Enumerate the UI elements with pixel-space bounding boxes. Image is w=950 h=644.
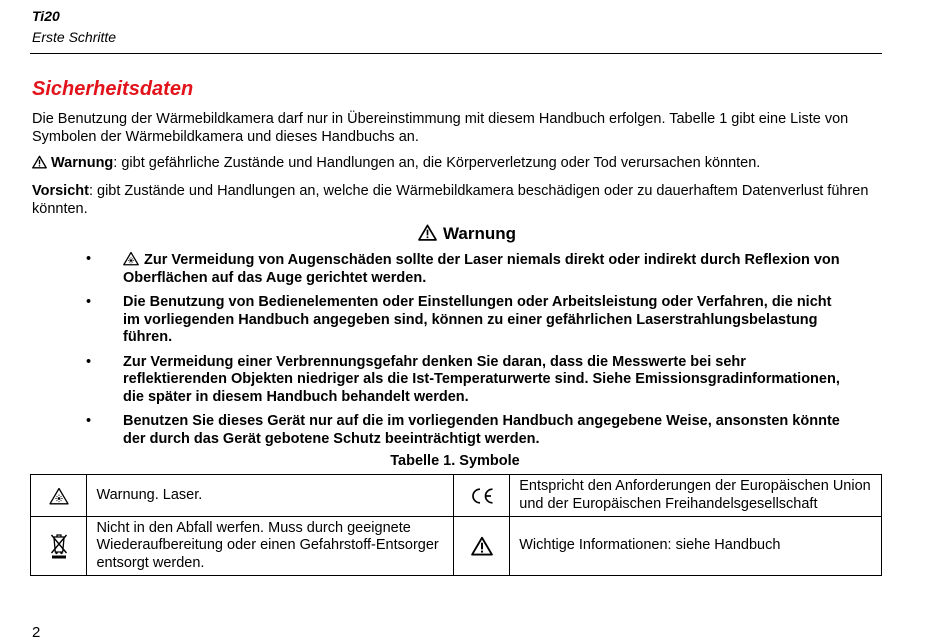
bullet-dot: • bbox=[86, 413, 92, 429]
warning-triangle-icon bbox=[418, 224, 437, 241]
list-item bbox=[86, 294, 846, 347]
list-item-text: Zur Vermeidung von Augenschäden sollte der Laser niemals direkt oder indirekt durch Reflexion von Oberflächen auf das Auge gerichtet werden. bbox=[123, 252, 840, 286]
table-cell-text: Nicht in den Abfall werfen. Muss durch geeignete Wiederaufbereitung oder einen Gefahrstoff-Entsorger entsorgt werden. bbox=[87, 517, 453, 576]
warning-heading bbox=[0, 224, 934, 244]
table-cell-text: Wichtige Informationen: siehe Handbuch bbox=[510, 517, 882, 576]
table-row bbox=[31, 475, 882, 517]
table-row bbox=[31, 517, 882, 576]
page-title: Sicherheitsdaten bbox=[32, 78, 194, 100]
intro-paragraph: Die Benutzung der Wärmebildkamera darf nur in Übereinstimmung mit diesem Handbuch erfolgen. Tabelle 1 gibt eine Liste von Symbolen der Wärmebildkamera und dieses Handbuchs an. bbox=[32, 111, 849, 145]
list-item-text: Die Benutzung von Bedienelementen oder Einstellungen oder Arbeitsleistung oder Verfahren, die nicht im vorliegenden Handbuch angegeben sind, können zu einer gefährlichen Laserstrahlungsbelastung führen. bbox=[123, 294, 832, 345]
bullet-dot: • bbox=[86, 353, 92, 370]
crossed-bin-icon bbox=[49, 532, 69, 560]
header-section: Erste Schritte bbox=[32, 29, 117, 45]
warning-triangle-icon bbox=[32, 155, 47, 169]
header-divider bbox=[30, 53, 882, 54]
warning-definition bbox=[32, 155, 882, 173]
ce-mark-icon bbox=[469, 487, 495, 505]
caution-definition bbox=[32, 183, 882, 218]
table-caption: Tabelle 1. Symbole bbox=[390, 453, 520, 469]
warning-term: Warnung bbox=[51, 155, 114, 171]
laser-warning-icon bbox=[49, 487, 69, 505]
table-cell-icon bbox=[453, 517, 509, 576]
list-item-text: Zur Vermeidung einer Verbrennungsgefahr denken Sie daran, dass die Messwerte bei sehr reflektierenden Objekten niedriger als die Ist-Temperaturwerte sind. Siehe Emissionsgradinformationen, die später in diesem Handbuch behandelt werden. bbox=[123, 353, 840, 405]
header-model: Ti20 bbox=[32, 8, 60, 24]
table-cell-text: Entspricht den Anforderungen der Europäischen Union und der Europäischen Freihandelsgesellschaft bbox=[510, 475, 882, 517]
warning-heading-label: Warnung bbox=[442, 224, 517, 243]
table-cell-icon bbox=[453, 475, 509, 517]
page-number: 2 bbox=[32, 624, 41, 641]
warning-triangle-icon bbox=[471, 536, 493, 556]
list-item-text: Benutzen Sie dieses Gerät nur auf die im vorliegenden Handbuch angegebene Weise, ansonsten könnte der durch das Gerät gebotene Schutz beeinträchtigt werden. bbox=[123, 413, 840, 447]
caution-definition-text: : gibt Zustände und Handlungen an, welche die Wärmebildkamera beschädigen oder zu dauerhaftem Datenverlust führen könnten. bbox=[32, 183, 869, 217]
bullet-dot: • bbox=[86, 251, 92, 267]
bullet-dot: • bbox=[86, 294, 92, 310]
warning-list bbox=[86, 251, 846, 455]
table-cell-icon bbox=[31, 517, 87, 576]
symbols-table bbox=[30, 474, 882, 576]
table-cell-icon bbox=[31, 475, 87, 517]
list-item bbox=[86, 413, 846, 448]
laser-warning-icon bbox=[123, 251, 139, 266]
list-item bbox=[86, 251, 846, 287]
table-cell-text: Warnung. Laser. bbox=[87, 475, 453, 517]
list-item bbox=[86, 354, 846, 407]
caution-term: Vorsicht bbox=[32, 183, 89, 199]
warning-definition-text: : gibt gefährliche Zustände und Handlungen an, die Körperverletzung oder Tod verursachen könnten. bbox=[113, 155, 761, 171]
